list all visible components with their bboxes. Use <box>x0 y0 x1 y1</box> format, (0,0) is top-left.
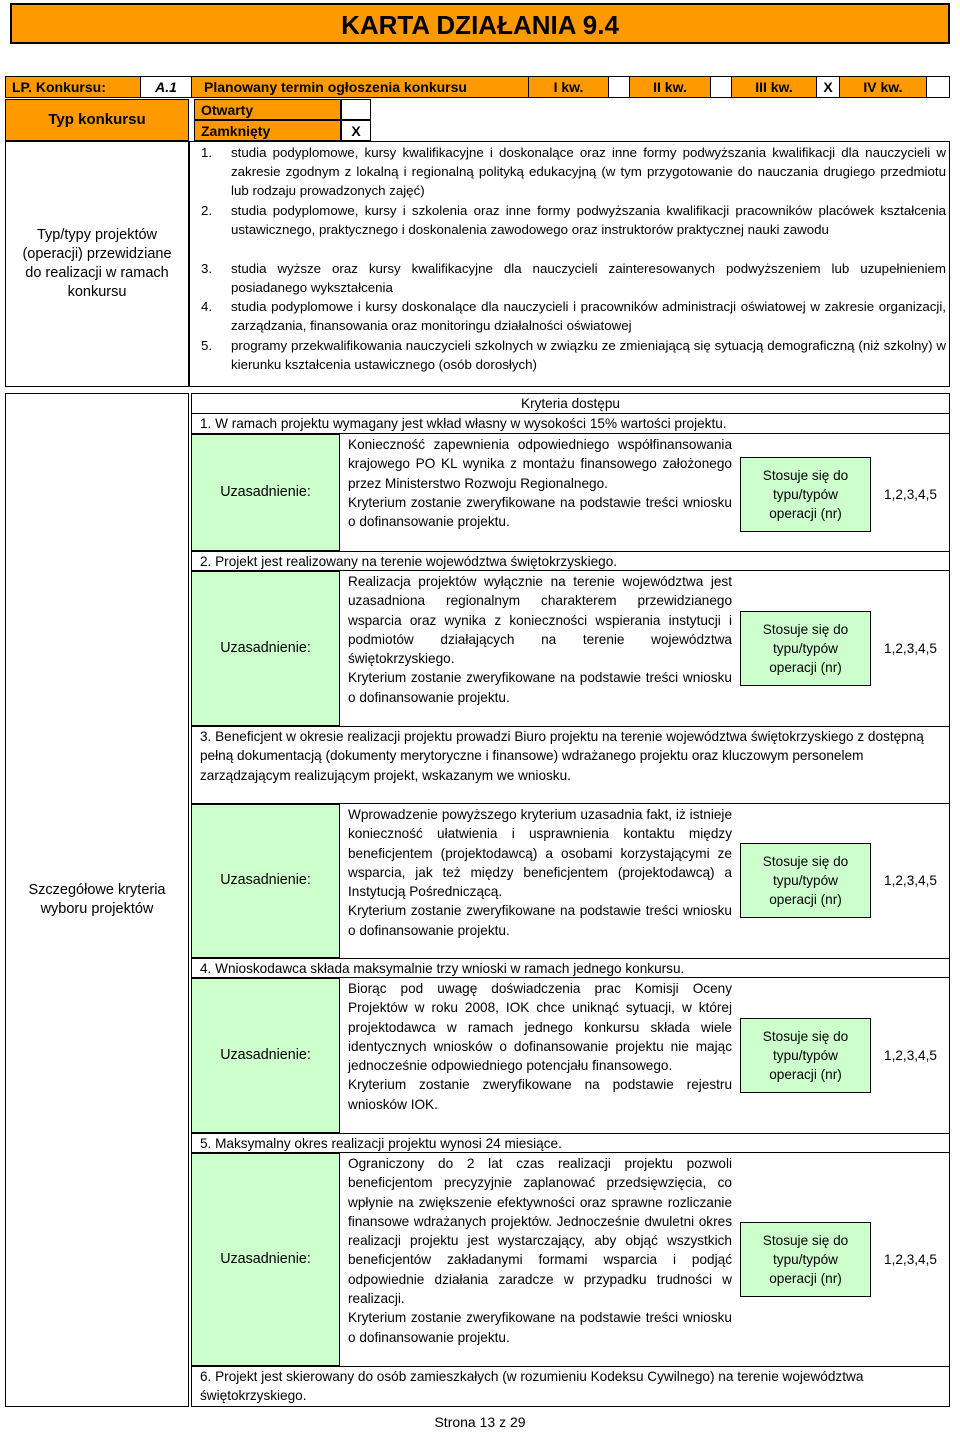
quarter-4-mark <box>926 76 950 98</box>
operations-numbers: 1,2,3,4,5 <box>884 486 937 502</box>
criterion-justification: Konieczność zapewnienia odpowiedniego współfinansowania krajowego PO KL wynika z montażu finansowego założonego przez Ministerstwo Rozwoju Regionalnego. Kryterium zostanie zweryfikowane na podstawie treści wniosku o dofinansowanie projektu. <box>348 437 732 530</box>
criterion-title: 2. Projekt jest realizowany na terenie województwa świętokrzyskiego. <box>191 551 950 571</box>
contest-type-label: Typ konkursu <box>5 99 189 141</box>
operations-numbers: 1,2,3,4,5 <box>884 872 937 888</box>
operations-numbers: 1,2,3,4,5 <box>884 1047 937 1063</box>
uzasadnienie-label: Uzasadnienie: <box>191 1153 340 1366</box>
criterion-title: 1. W ramach projektu wymagany jest wkład własny w wysokości 15% wartości projektu. <box>191 413 950 434</box>
operations-numbers: 1,2,3,4,5 <box>884 1251 937 1267</box>
quarter-4-label: IV kw. <box>863 79 903 95</box>
criterion-title: 3. Beneficjent w okresie realizacji projektu prowadzi Biuro projektu na terenie województwa świętokrzyskiego z dostępną pełną dokumentacją (dokumenty merytoryczne i finansowe) wdrażanego projektu oraz kluczowym personelem zarządzającym realizującym projekt, wskazanym we wniosku. <box>191 726 950 804</box>
open-label: Otwarty <box>194 99 341 120</box>
criterion-justification: Biorąc pod uwagę doświadczenia prac Komisji Oceny Projektów w roku 2008, IOK chce uniknąć sytuacji, w której projektodawca w ramach jednego konkursu składa wiele identycznych wniosków o dofinansowanie projektu nie mając jednocześnie odpowiedniego potencjału finansowego. Kryterium zostanie zweryfikowane na podstawie rejestru wniosków IOK. <box>348 981 732 1112</box>
uzasadnienie-label: Uzasadnienie: <box>191 434 340 551</box>
uzasadnienie-label: Uzasadnienie: <box>191 804 340 958</box>
quarter-1-label: I kw. <box>528 76 608 98</box>
applies-to-label: Stosuje się do typu/typów operacji (nr) <box>740 843 871 918</box>
criteria-side-label: Szczegółowe kryteria wyboru projektów <box>5 393 189 1407</box>
uzasadnienie-label: Uzasadnienie: <box>191 978 340 1133</box>
lp-value: A.1 <box>140 76 192 98</box>
access-criteria-title: Kryteria dostępu <box>521 395 620 411</box>
criterion-justification: Wprowadzenie powyższego kryterium uzasadnia fakt, iż istnieje konieczność ułatwienia i usprawnienia kontaktu między beneficjentem (projektodawcą) a osobami korzystającymi ze wsparcia, jak też między beneficjentem (projektodawcą) a Instytucją Pośredniczącą. Kryterium zostanie zweryfikowane na podstawie treści wniosku o dofinansowanie projektu. <box>348 807 732 938</box>
quarter-3-mark: X <box>816 76 840 98</box>
criterion-justification: Ograniczony do 2 lat czas realizacji projektu pozwoli beneficjentom precyzyjnie zaplanować przedsięwzięcia, co wpłynie na zwiększenie efektywności oraz sprawne rozliczanie finansowe wdrażanych projektów. Jednocześnie dwuletni okres realizacji projektu jest wystarczający, aby objąć wszystkich beneficjentów zakładanymi formami wsparcia i podjąć odpowiednie działania zaradcze w przypadku trudności w realizacji. Kryterium zostanie zweryfikowane na podstawie treści wniosku o dofinansowanie projektu. <box>348 1156 732 1345</box>
operations-numbers: 1,2,3,4,5 <box>884 640 937 656</box>
criterion-title: 5. Maksymalny okres realizacji projektu wynosi 24 miesiące. <box>191 1133 950 1153</box>
planned-term-label: Planowany termin ogłoszenia konkursu <box>204 79 467 95</box>
applies-to-label: Stosuje się do typu/typów operacji (nr) <box>740 457 871 532</box>
criterion-justification: Realizacja projektów wyłącznie na terenie województwa jest uzasadniona regionalnym charakterem przewidzianego wsparcia oraz wynika z konieczności wspierania instytucji i podmiotów działających na terenie województwa świętokrzyskiego. Kryterium zostanie zweryfikowane na podstawie treści wniosku o dofinansowanie projektu. <box>348 574 732 705</box>
applies-to-label: Stosuje się do typu/typów operacji (nr) <box>740 1018 871 1093</box>
quarter-3-label: III kw. <box>755 79 793 95</box>
criterion-title: 4. Wnioskodawca składa maksymalnie trzy wnioski w ramach jednego konkursu. <box>191 958 950 978</box>
lp-label: LP. Konkursu: <box>12 79 106 95</box>
quarter-2-mark <box>710 76 732 98</box>
quarter-2-label: II kw. <box>653 79 687 95</box>
page-number: Strona 13 z 29 <box>434 1414 526 1430</box>
card-title: KARTA DZIAŁANIA 9.4 <box>10 3 950 44</box>
criterion-title: 6. Projekt jest skierowany do osób zamieszkałych (w rozumieniu Kodeksu Cywilnego) na terenie województwa świętokrzyskiego. <box>191 1366 950 1407</box>
operations-label: Typ/typy projektów (operacji) przewidziane do realizacji w ramach konkursu <box>5 141 189 387</box>
open-mark <box>341 99 371 120</box>
closed-label: Zamknięty <box>194 120 341 141</box>
closed-mark: X <box>341 120 371 141</box>
uzasadnienie-label: Uzasadnienie: <box>191 571 340 726</box>
quarter-1-mark <box>608 76 630 98</box>
applies-to-label: Stosuje się do typu/typów operacji (nr) <box>740 1222 871 1297</box>
applies-to-label: Stosuje się do typu/typów operacji (nr) <box>740 611 871 686</box>
